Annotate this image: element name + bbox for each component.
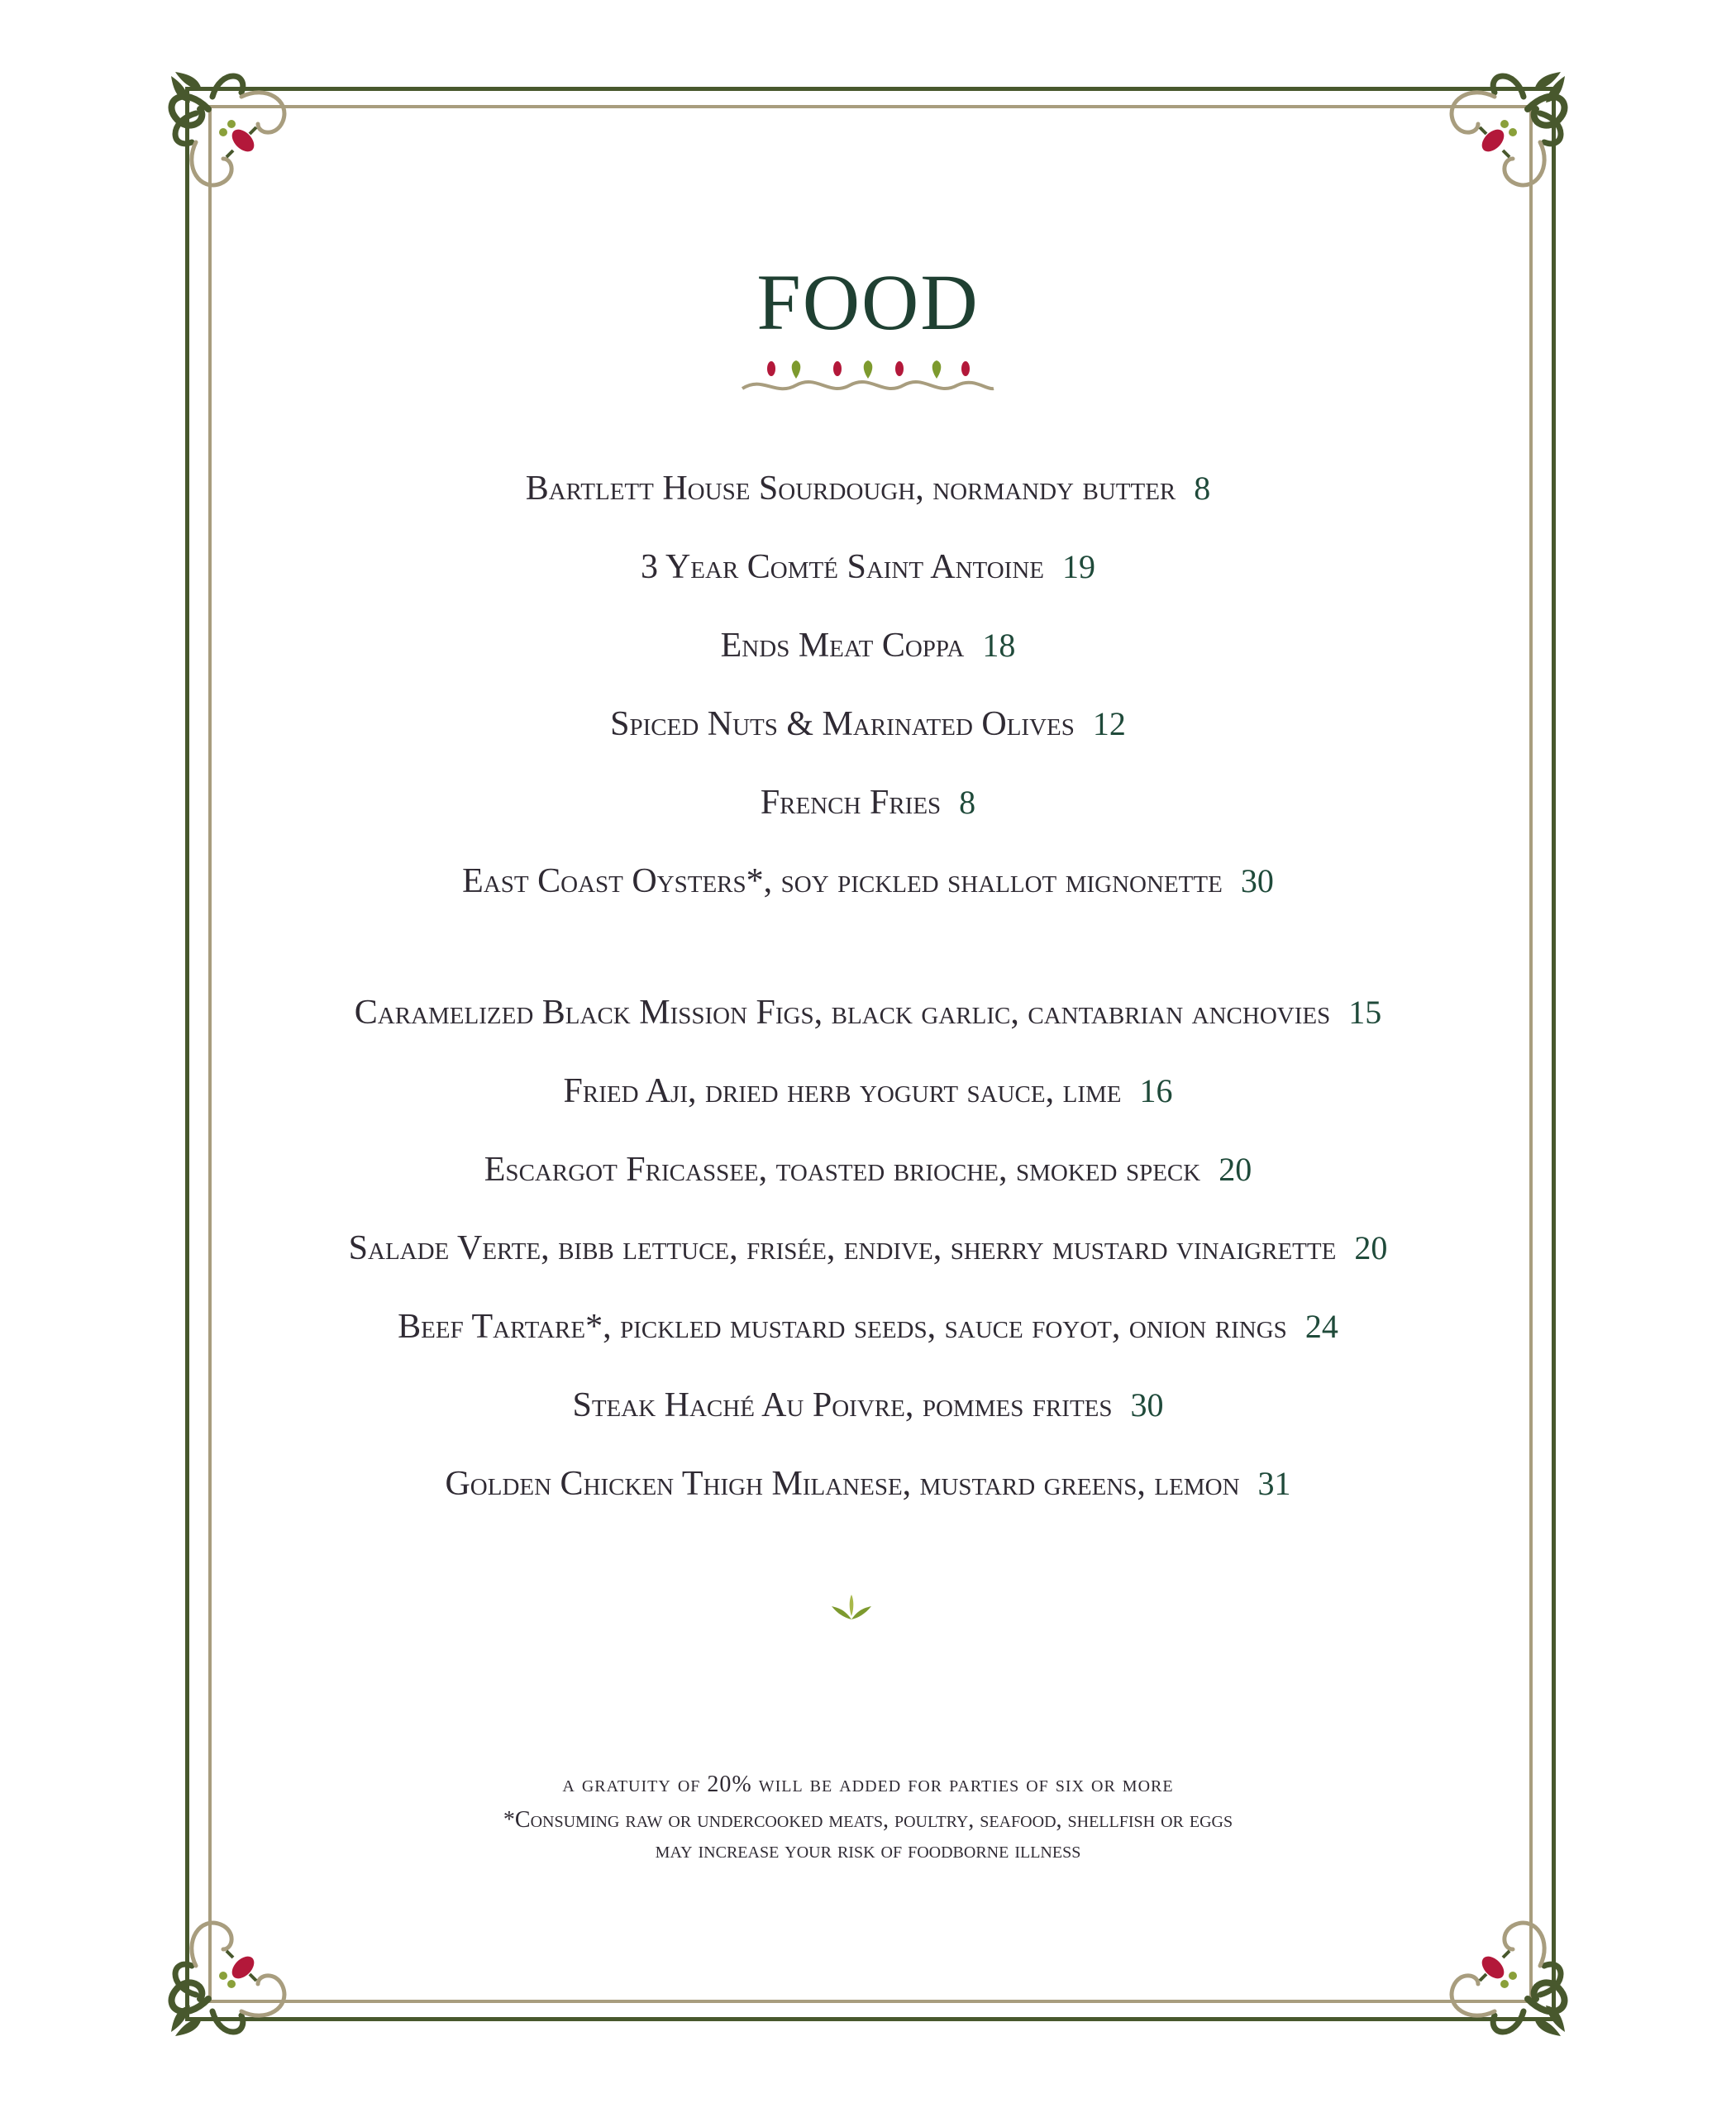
item-name: Steak Haché Au Poivre [572, 1386, 905, 1424]
menu-item [0, 1455, 1736, 1533]
menu-item [0, 852, 1736, 931]
item-description: , normandy butter [915, 470, 1176, 508]
item-price: 15 [1348, 994, 1382, 1031]
item-name: East Coast Oysters* [462, 862, 764, 900]
leaf-ornament-icon [827, 1591, 876, 1624]
item-description: , soy pickled shallot mignonette [764, 862, 1223, 900]
item-description: , pickled mustard seeds, sauce foyot, onion rings [603, 1308, 1287, 1346]
item-price: 24 [1304, 1308, 1338, 1345]
item-description: , dried herb yogurt sauce, lime [688, 1072, 1121, 1110]
item-price: 30 [1240, 862, 1274, 899]
gratuity-note: a gratuity of 20% will be added for parties of six or more [562, 1772, 1174, 1797]
corner-flourish-icon [1387, 1858, 1586, 2057]
menu-item [0, 984, 1736, 1062]
item-price: 19 [1061, 548, 1095, 585]
item-description: , pommes frites [905, 1386, 1113, 1424]
consumption-warning: *Consuming raw or undercooked meats, poultry, seafood, shellfish or eggs [503, 1807, 1233, 1833]
menu-item [0, 695, 1736, 774]
item-price: 8 [1194, 470, 1211, 507]
menu-item [0, 1219, 1736, 1298]
page-title: FOOD [756, 258, 980, 346]
item-price: 12 [1092, 705, 1126, 742]
item-name: Escargot Fricassee [484, 1151, 759, 1189]
menu-item [0, 774, 1736, 852]
item-name: Fried Aji [563, 1072, 688, 1110]
menu-item [0, 538, 1736, 617]
menu-item [0, 460, 1736, 538]
menu-list [0, 460, 1736, 1533]
item-name: Salade Verte [348, 1229, 541, 1267]
item-name: Caramelized Black Mission Figs [354, 994, 814, 1032]
item-price: 30 [1130, 1386, 1164, 1424]
menu-item [0, 1298, 1736, 1376]
item-name: 3 Year Comté Saint Antoine [641, 548, 1044, 586]
item-description: , mustard greens, lemon [903, 1465, 1240, 1503]
item-description: , bibb lettuce, frisée, endive, sherry mustard vinaigrette [541, 1229, 1336, 1267]
corner-flourish-icon [1387, 51, 1586, 250]
consumption-warning-continued: may increase your risk of foodborne illness [655, 1838, 1081, 1863]
item-name: Beef Tartare* [398, 1308, 603, 1346]
item-name: French Fries [760, 784, 942, 822]
item-price: 8 [959, 784, 976, 821]
menu-item [0, 1376, 1736, 1455]
item-price: 20 [1354, 1229, 1388, 1266]
item-price: 20 [1219, 1151, 1252, 1188]
item-name: Golden Chicken Thigh Milanese [445, 1465, 903, 1503]
title-ornament-icon [738, 357, 998, 398]
item-description: , black garlic, cantabrian anchovies [814, 994, 1331, 1032]
item-description: , toasted brioche, smoked speck [759, 1151, 1201, 1189]
corner-flourish-icon [150, 51, 349, 250]
item-name: Spiced Nuts & Marinated Olives [610, 705, 1075, 743]
item-price: 16 [1139, 1072, 1173, 1109]
corner-flourish-icon [150, 1858, 349, 2057]
menu-item [0, 1062, 1736, 1141]
item-name: Bartlett House Sourdough [525, 470, 916, 508]
footer-notes [0, 1765, 1736, 1866]
menu-item [0, 1141, 1736, 1219]
item-name: Ends Meat Coppa [720, 627, 965, 665]
menu-item [0, 617, 1736, 695]
item-price: 31 [1257, 1465, 1291, 1502]
item-price: 18 [982, 627, 1016, 664]
